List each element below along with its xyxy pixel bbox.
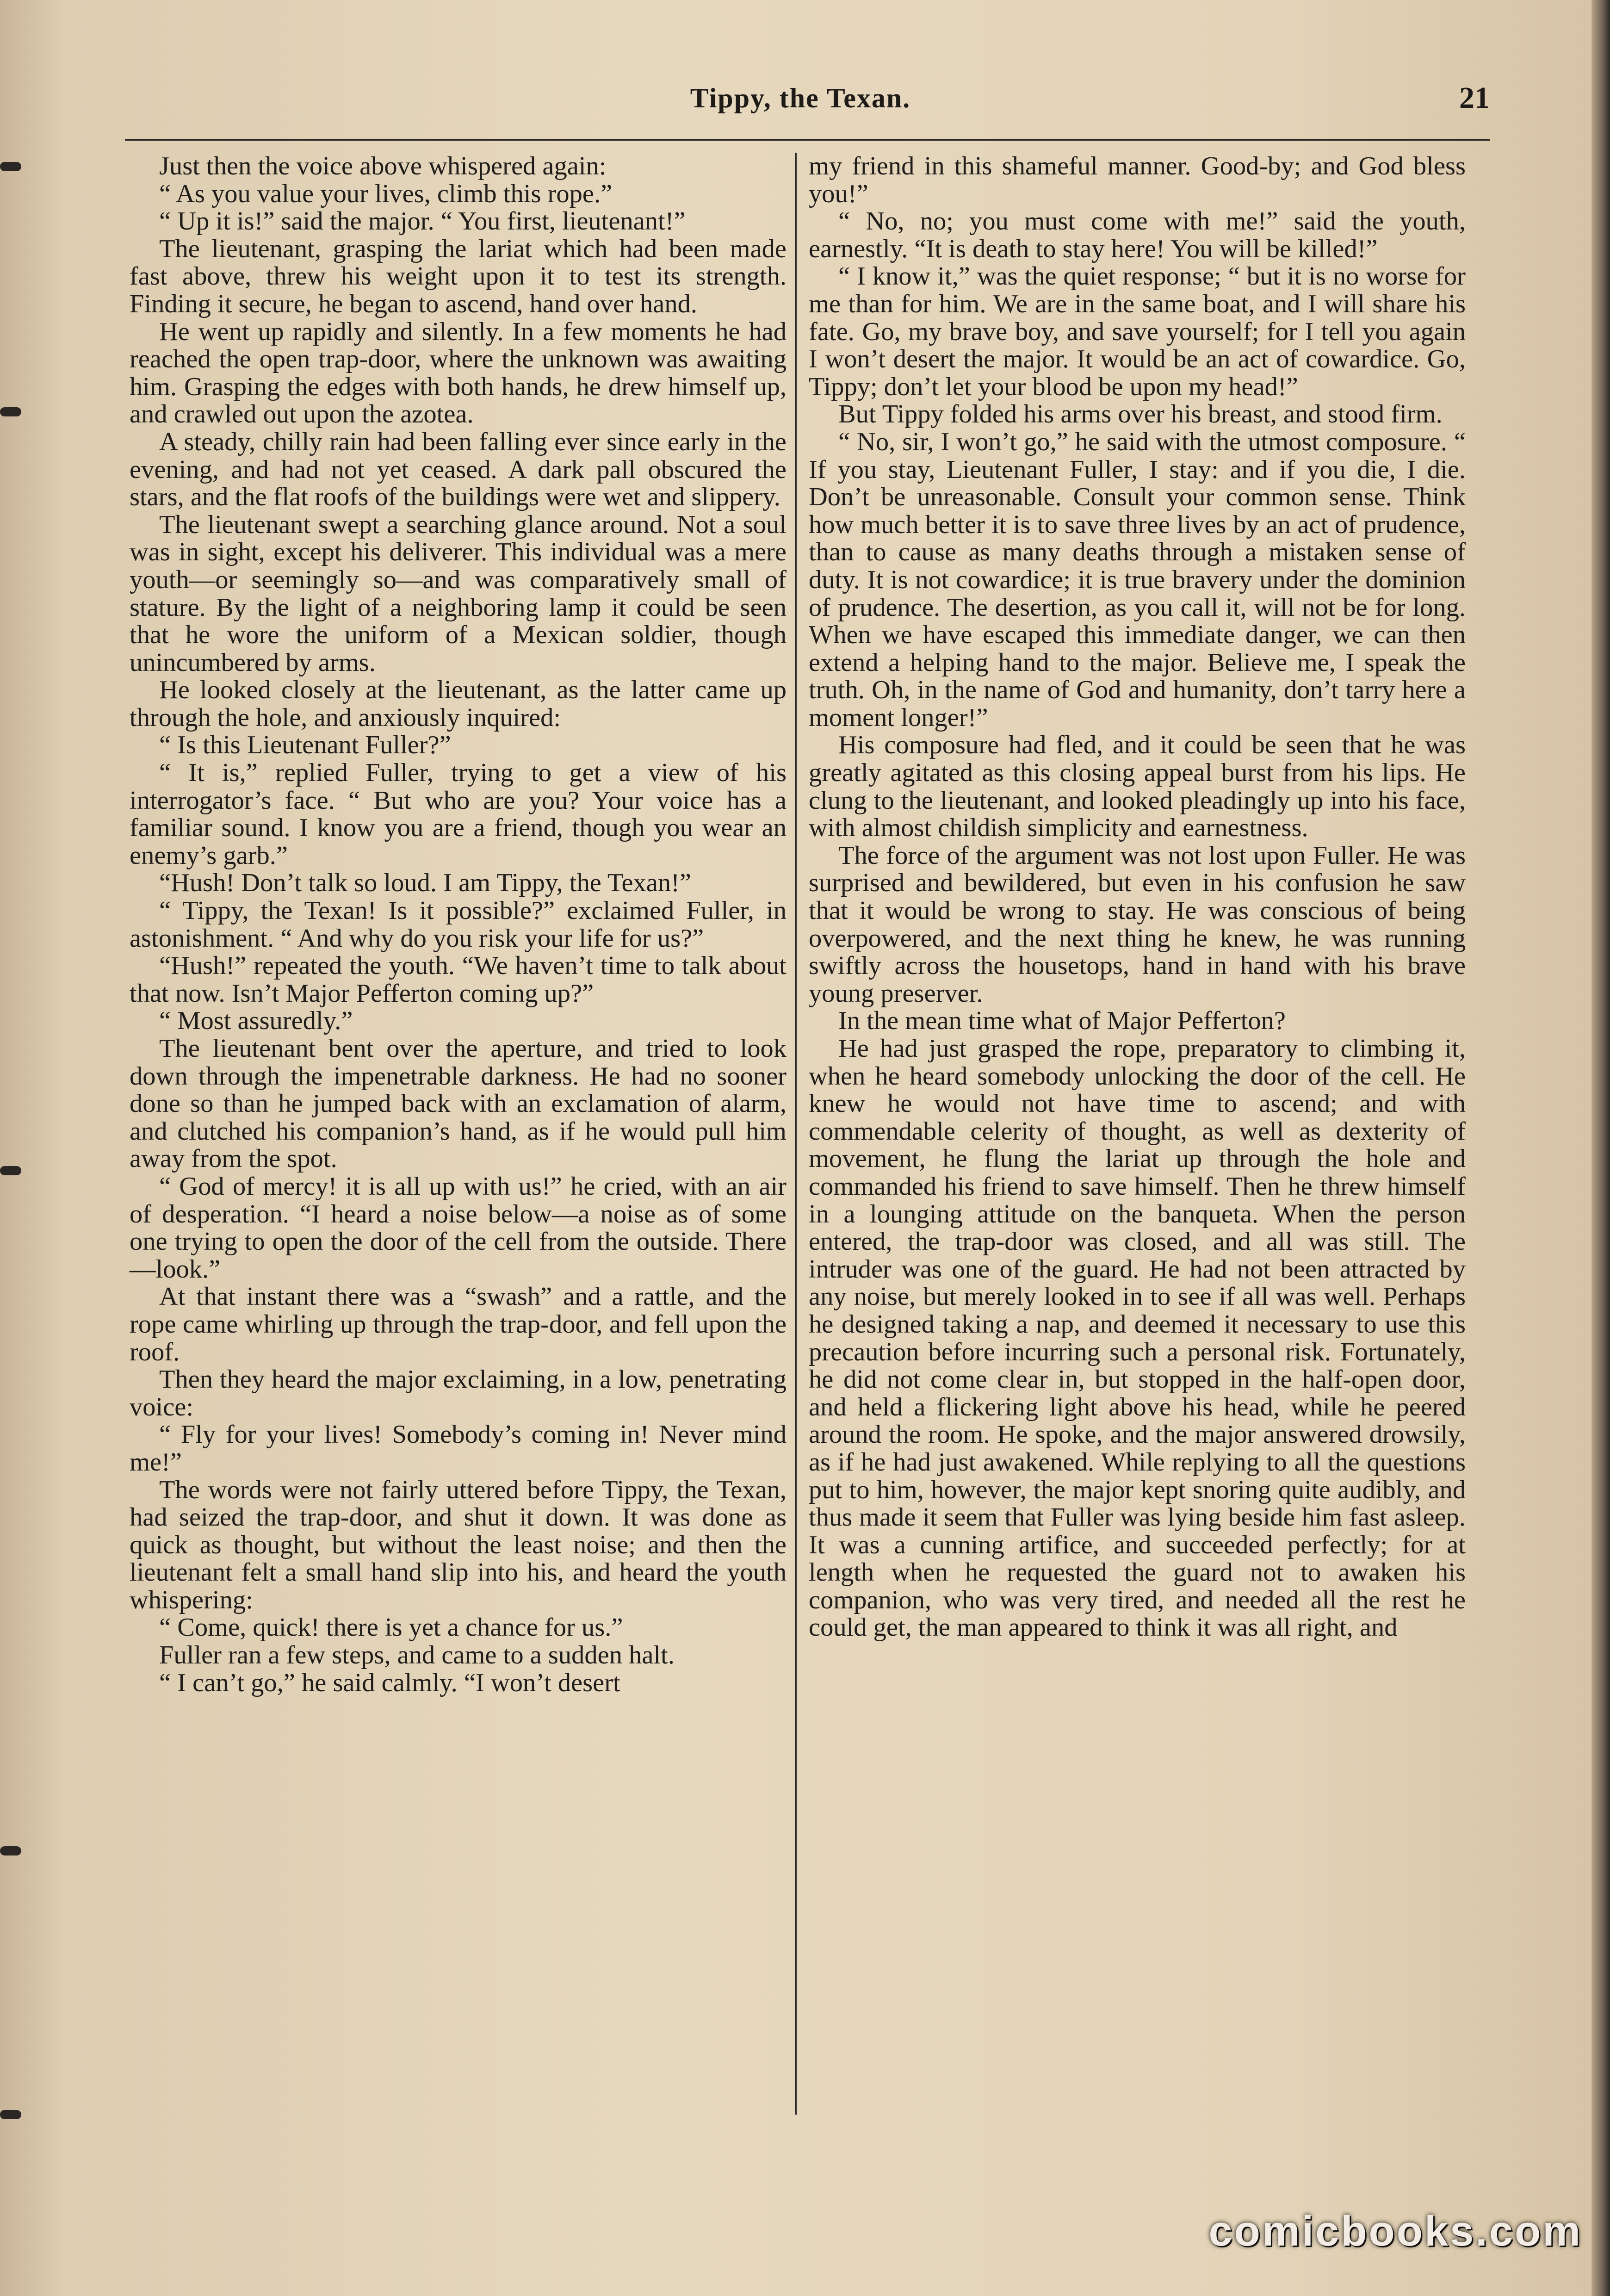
- paragraph: At that instant there was a “swash” and a rattle, and the rope came whirling up through the trap-door, and fell upon the roof.: [130, 1282, 786, 1366]
- paragraph: “ Is this Lieutenant Fuller?”: [159, 731, 451, 760]
- paragraph: He went up rapidly and silently. In a few moments he had reached the open trap-door, where the unknown was awaiting him. Grasping the edges with both hands, he drew himself up, and crawled out upon the azotea.: [130, 317, 786, 429]
- paragraph: “ I know it,” was the quiet response; “ but it is no worse for me than for him. We are in the same boat, and I will share his fate. Go, my brave boy, and save yourself; for I tell you again I won’t desert the major. It would be an act of cowardice. Go, Tippy; don’t let your blood be upon my head!”: [809, 262, 1466, 401]
- paragraph: “ No, sir, I won’t go,” he said with the utmost composure. “ If you stay, Lieutenant Fuller, I stay: and if you die, I die. Don’t be unreasonable. Consult your common sense. Think how much better it is to save three lives by an act of prudence, than to cause as many deaths through a mistaken sense of duty. It is not cowardice; it is true bravery under the dominion of prudence. The desertion, as you call it, will not be for long. When we have escaped this immediate danger, we can then extend a helping hand to the major. Believe me, I speak the truth. Oh, in the name of God and humanity, don’t tarry here a moment longer!”: [809, 427, 1466, 732]
- paragraph: A steady, chilly rain had been falling ever since early in the evening, and had not yet ceased. A dark pall obscured the stars, and the flat roofs of the buildings were wet and slippery.: [130, 427, 786, 512]
- paragraph: “ No, no; you must come with me!” said the youth, earnestly. “It is death to stay here! You will be killed!”: [809, 207, 1466, 263]
- binding-hole: [0, 162, 21, 171]
- binding-hole: [0, 1846, 21, 1855]
- paragraph: “Hush! Don’t talk so loud. I am Tippy, the Texan!”: [159, 869, 692, 898]
- paragraph: The lieutenant swept a searching glance around. Not a soul was in sight, except his deliverer. This individual was a mere youth—or seemingly so—and was comparatively small of stature. By the light of a neighboring lamp it could be seen that he wore the uniform of a Mexican soldier, though unincumbered by arms.: [130, 510, 786, 677]
- right-column: [809, 153, 1466, 1642]
- paragraph: “ God of mercy! it is all up with us!” he cried, with an air of desperation. “I heard a noise below—a noise as of some one trying to open the door of the cell from the outside. There—look.”: [130, 1172, 786, 1284]
- paragraph: The lieutenant bent over the aperture, and tried to look down through the impenetrable darkness. He had no sooner done so than he jumped back with an exclamation of alarm, and clutched his companion’s hand, as if he would pull him away from the spot.: [130, 1034, 786, 1173]
- paragraph: “ Up it is!” said the major. “ You first, lieutenant!”: [159, 207, 686, 236]
- paragraph: The words were not fairly uttered before Tippy, the Texan, had seized the trap-door, and shut it down. It was done as quick as thought, but without the least noise; and then the lieutenant felt a small hand slip into his, and heard the youth whispering:: [130, 1475, 786, 1614]
- binding-hole: [0, 1166, 21, 1175]
- paragraph: The force of the argument was not lost upon Fuller. He was surprised and bewildered, but even in his confusion he saw that it would be wrong to stay. He was conscious of being overpowered, and the next thing he knew, he was running swiftly across the housetops, hand in hand with his brave young preserver.: [809, 841, 1466, 1008]
- paragraph: “Hush!” repeated the youth. “We haven’t time to talk about that now. Isn’t Major Pefferton coming up?”: [130, 951, 786, 1008]
- paragraph: His composure had fled, and it could be seen that he was greatly agitated as this closing appeal burst from his lips. He clung to the lieutenant, and looked pleadingly up into his face, with almost childish simplicity and earnestness.: [809, 731, 1466, 843]
- paragraph: Then they heard the major exclaiming, in a low, penetrating voice:: [130, 1365, 786, 1421]
- paragraph: my friend in this shameful manner. Good-by; and God bless you!”: [809, 152, 1466, 208]
- binding-hole: [0, 407, 21, 416]
- left-column: [130, 153, 786, 1697]
- paragraph: But Tippy folded his arms over his breast, and stood firm.: [838, 400, 1443, 429]
- paragraph: The lieutenant, grasping the lariat which had been made fast above, threw his weight upon it to test its strength. Finding it secure, he began to ascend, hand over hand.: [130, 234, 786, 318]
- paragraph: “ Tippy, the Texan! Is it possible?” exclaimed Fuller, in astonishment. “ And why do you risk your life for us?”: [130, 896, 786, 953]
- paragraph: In the mean time what of Major Pefferton?: [838, 1006, 1286, 1036]
- column-divider: [795, 153, 797, 2115]
- page-title: Tippy, the Texan.: [690, 83, 911, 113]
- page-number: 21: [1459, 81, 1490, 115]
- paragraph: He looked closely at the lieutenant, as the latter came up through the hole, and anxiously inquired:: [130, 676, 786, 732]
- paragraph: “ It is,” replied Fuller, trying to get a view of his interrogator’s face. “ But who are you? Your voice has a familiar sound. I know you are a friend, though you wear an enemy’s garb.”: [130, 758, 786, 870]
- page-edge-shadow: [1591, 0, 1610, 2296]
- paragraph: “ Most assuredly.”: [159, 1006, 353, 1036]
- running-header: [130, 79, 1490, 130]
- paragraph: “ Fly for your lives! Somebody’s coming in! Never mind me!”: [130, 1420, 786, 1477]
- paragraph: “ I can’t go,” he said calmly. “I won’t desert: [159, 1668, 620, 1697]
- paragraph: “ As you value your lives, climb this rope.”: [159, 179, 613, 208]
- paragraph: Just then the voice above whispered again:: [159, 152, 607, 180]
- paragraph: He had just grasped the rope, preparatory to climbing it, when he heard somebody unlocking the door of the cell. He knew he would not have time to ascend; and with commendable celerity of thought, as well as dexterity of movement, he flung the lariat up through the hole and commanded his friend to save himself. Then he threw himself in a lounging attitude on the banqueta. When the person entered, the trap-door was closed, and all was still. The intruder was one of the guard. He had not been attracted by any noise, but merely looked in to see if all was well. Perhaps he designed taking a nap, and deemed it necessary to use this precaution before incurring such a personal risk. Fortunately, he did not come clear in, but stopped in the half-open door, and held a flickering light above his head, while he peered around the room. He spoke, and the major answered drowsily, as if he had just awakened. While replying to all the questions put to him, however, the major kept snoring quite audibly, and thus made it seem that Fuller was lying beside him fast asleep. It was a cunning artifice, and succeeded perfectly; for at length when he requested the guard not to awaken his companion, who was very tired, and needed all the rest he could get, the man appeared to think it was all right, and: [809, 1034, 1466, 1642]
- binding-hole: [0, 2110, 21, 2119]
- paragraph: “ Come, quick! there is yet a chance for us.”: [159, 1613, 623, 1642]
- watermark: comicbooks.com: [1208, 2208, 1582, 2255]
- binding-holes: [0, 0, 56, 2296]
- header-rule: [125, 139, 1490, 141]
- paragraph: Fuller ran a few steps, and came to a sudden halt.: [159, 1641, 675, 1670]
